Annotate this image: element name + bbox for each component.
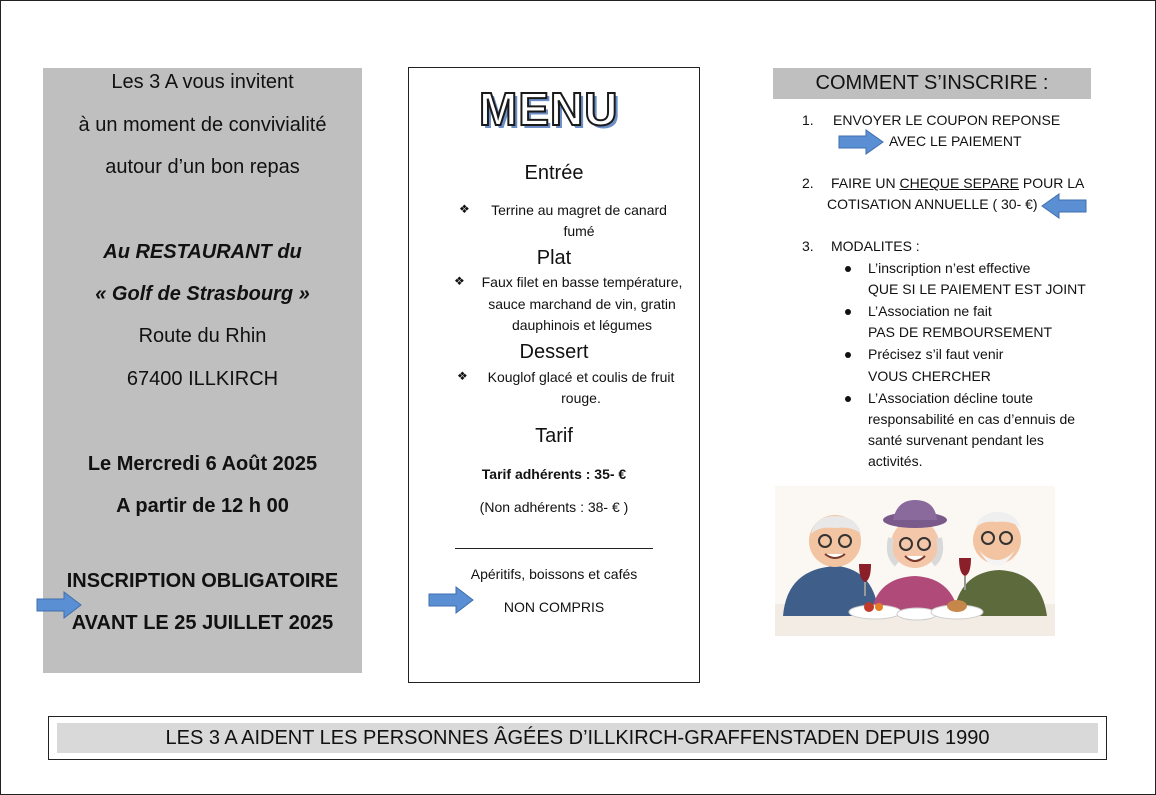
tarif-title: Tarif xyxy=(535,425,573,447)
step-2-number: 2. xyxy=(802,175,814,191)
entree-line-1: Terrine au magret de canard xyxy=(491,202,667,218)
inscription-line-2: AVANT LE 25 JUILLET 2025 xyxy=(71,612,334,634)
diamond-bullet-icon: ❖ xyxy=(454,274,465,288)
seniors-dining-illustration xyxy=(775,486,1055,636)
step-1-line-2: AVEC LE PAIEMENT xyxy=(889,133,1022,149)
modalite-3-line-1: Précisez s’il faut venir xyxy=(868,346,1004,362)
modalite-2-line-1: L’Association ne fait xyxy=(868,303,992,319)
invite-line-1: Les 3 A vous invitent xyxy=(111,71,294,93)
plat-title: Plat xyxy=(536,247,572,269)
tarif-members: Tarif adhérents : 35- € xyxy=(481,466,627,482)
modalite-1-line-1: L’inscription n’est effective xyxy=(868,260,1031,276)
tarif-nonmembers: (Non adhérents : 38- € ) xyxy=(479,499,629,515)
not-included-line: NON COMPRIS xyxy=(503,599,605,615)
plat-line-2: sauce marchand de vin, gratin xyxy=(488,296,676,312)
arrow-right-icon xyxy=(36,591,82,619)
bullet-dot xyxy=(845,352,851,358)
bullet-dot xyxy=(845,396,851,402)
dessert-line-2: rouge. xyxy=(561,390,601,406)
step-2-line-2: COTISATION ANNUELLE ( 30- €) xyxy=(827,196,1038,212)
modalite-2-line-2: PAS DE REMBOURSEMENT xyxy=(868,324,1053,340)
arrow-right-icon xyxy=(838,129,884,155)
plat-line-1: Faux filet en basse température, xyxy=(481,274,683,290)
footer-text: LES 3 A AIDENT LES PERSONNES ÂGÉES D’ILLKIRCH-GRAFFENSTADEN DEPUIS 1990 xyxy=(57,723,1098,753)
step-3-number: 3. xyxy=(802,238,814,254)
bullet-dot xyxy=(845,309,851,315)
entree-title: Entrée xyxy=(524,162,584,184)
entree-line-2: fumé xyxy=(563,223,595,239)
drinks-line: Apéritifs, boissons et cafés xyxy=(470,566,638,582)
modalite-4-line-2: responsabilité en cas d’ennuis de xyxy=(868,411,1076,427)
step-1-number: 1. xyxy=(802,112,814,128)
divider xyxy=(455,548,653,549)
plat-line-3: dauphinois et légumes xyxy=(511,317,653,333)
how-to-register-title: COMMENT S’INSCRIRE : xyxy=(773,68,1091,99)
dessert-title: Dessert xyxy=(519,341,589,363)
modalite-4-line-4: activités. xyxy=(868,453,923,469)
arrow-right-icon xyxy=(428,586,474,614)
step-3-title: MODALITES : xyxy=(831,238,920,254)
step-2-underlined: CHEQUE SEPARE xyxy=(899,175,1020,191)
address-line-2: 67400 ILLKIRCH xyxy=(126,368,279,390)
address-line-1: Route du Rhin xyxy=(138,325,267,347)
diamond-bullet-icon: ❖ xyxy=(457,369,468,383)
dessert-line-1: Kouglof glacé et coulis de fruit xyxy=(487,369,675,385)
footer-banner xyxy=(48,716,1107,760)
step-2-pre: FAIRE UN xyxy=(831,175,900,191)
venue-line-1: Au RESTAURANT du xyxy=(103,241,302,263)
event-time: A partir de 12 h 00 xyxy=(116,495,289,517)
bullet-dot xyxy=(845,266,851,272)
modalite-3-line-2: VOUS CHERCHER xyxy=(868,368,991,384)
venue-line-2: « Golf de Strasbourg » xyxy=(95,283,310,305)
event-date: Le Mercredi 6 Août 2025 xyxy=(87,453,318,475)
step-1-line-1: ENVOYER LE COUPON REPONSE xyxy=(833,112,1061,128)
modalite-4-line-3: santé survenant pendant les xyxy=(868,432,1044,448)
modalite-1-line-2: QUE SI LE PAIEMENT EST JOINT xyxy=(868,281,1086,297)
inscription-line-1: INSCRIPTION OBLIGATOIRE xyxy=(66,570,339,592)
menu-title: MENU xyxy=(479,83,619,135)
diamond-bullet-icon: ❖ xyxy=(459,202,470,216)
arrow-left-icon xyxy=(1041,193,1087,219)
step-2-post: POUR LA xyxy=(1019,175,1085,191)
modalite-4-line-1: L’Association décline toute xyxy=(868,390,1033,406)
step-2-line-1 xyxy=(831,173,1084,194)
invite-line-2: à un moment de convivialité xyxy=(78,114,327,136)
invite-line-3: autour d’un bon repas xyxy=(105,156,300,178)
invitation-panel xyxy=(43,68,362,673)
